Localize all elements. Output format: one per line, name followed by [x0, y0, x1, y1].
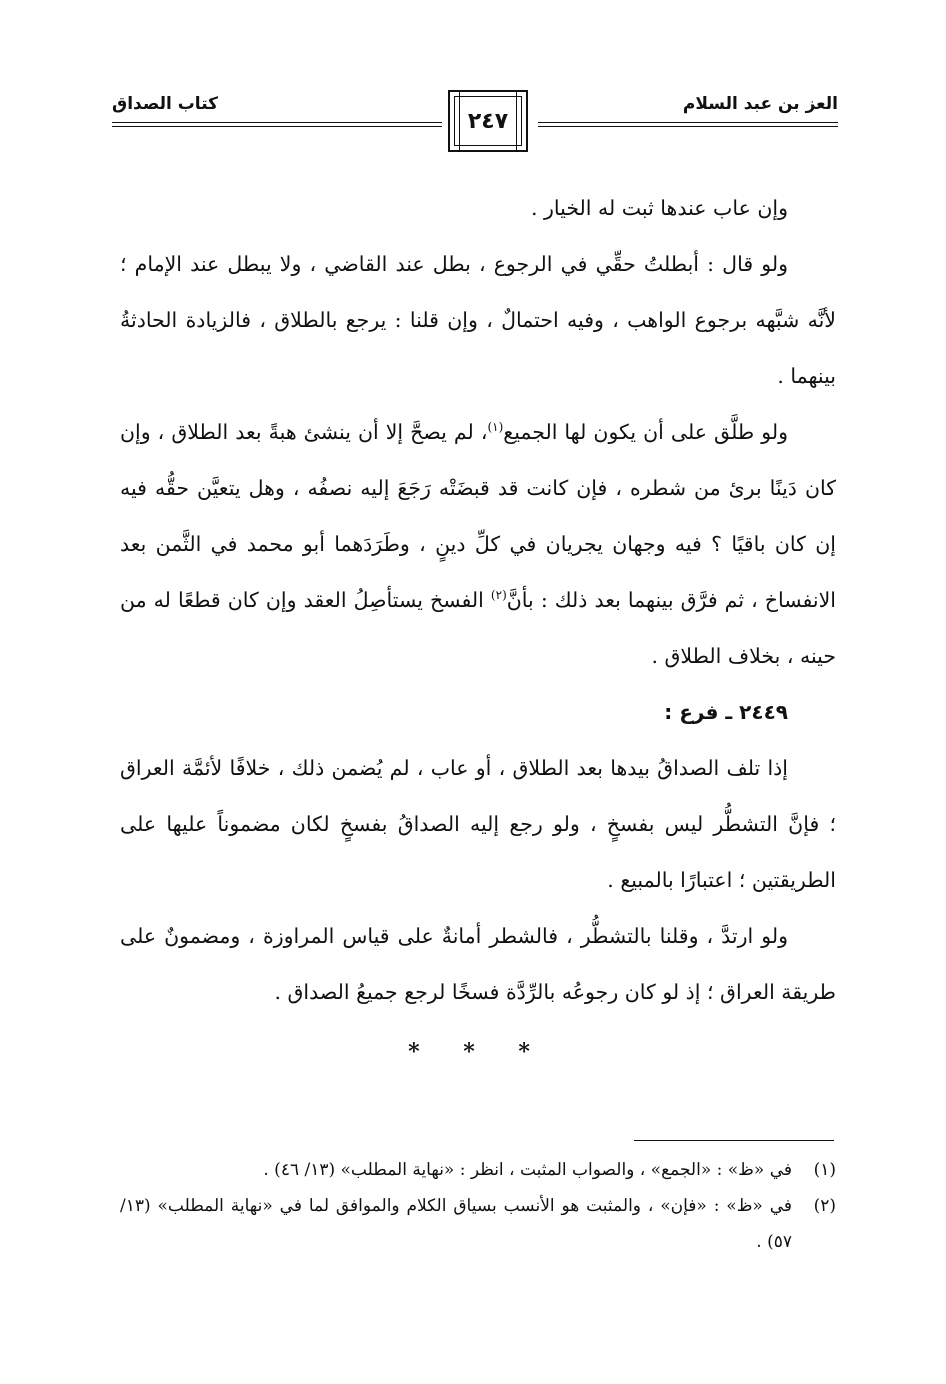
footnote-separator	[634, 1140, 834, 1141]
footnote-text: في «ظ» : «الجمع» ، والصواب المثبت ، انظر : «نهاية المطلب» (١٣/ ٤٦) .	[263, 1160, 792, 1180]
footnote-number: (٢)	[813, 1196, 836, 1216]
section-heading: ٢٤٤٩ ـ فرع :	[664, 700, 788, 724]
page-number: ٢٤٧	[467, 109, 509, 134]
chapter-title: كتاب الصداق	[112, 94, 219, 114]
paragraph-3	[120, 404, 836, 684]
footnote-ref-2: (٢)	[490, 588, 507, 603]
section-divider: * * *	[408, 1039, 548, 1065]
page-number-frame	[448, 90, 528, 152]
paragraph-4: إذا تلف الصداقُ بيدها بعد الطلاق ، أو عاب ، لم يُضمن ذلك ، خلافًا لأئمَّة العراق ؛ فإنَّ التشطُّر ليس بفسخٍ ، ولو رجع إليه الصداقُ بفسخٍ لكان مضموناً عليها على الطريقتين ؛ اعتبارًا بالمبيع .	[120, 756, 836, 892]
footnote-1	[120, 1152, 836, 1188]
paragraph-2: ولو قال : أبطلتُ حقِّي في الرجوع ، بطل عند القاضي ، ولا يبطل عند الإمام ؛ لأنَّه شبَّهه برجوع الواهب ، وفيه احتمالٌ ، وإن قلنا : يرجع بالطلاق ، فالزيادة الحادثةُ بينهما .	[120, 252, 836, 388]
footnotes	[120, 1152, 836, 1260]
page-header	[112, 88, 838, 158]
paragraph-3-start: ولو طلَّق على أن يكون لها الجميع	[503, 420, 788, 444]
footnote-2	[120, 1188, 836, 1260]
footnote-number: (١)	[813, 1160, 836, 1180]
footnote-ref-1: (١)	[487, 420, 504, 435]
paragraph-5: ولو ارتدَّ ، وقلنا بالتشطُّر ، فالشطر أمانةٌ على قياس المراوزة ، ومضمونٌ على طريقة العراق ؛ إذ لو كان رجوعُه بالرِّدَّة فسخًا لرجع جميعُ الصداق .	[120, 924, 836, 1004]
author-title: العز بن عبد السلام	[682, 94, 838, 114]
paragraph-3-end: الفسخ يستأصِلُ العقد وإن كان قطعًا له من حينه ، بخلاف الطلاق .	[120, 588, 836, 668]
paragraph-1: وإن عاب عندها ثبت له الخيار .	[530, 196, 788, 220]
header-rule-right	[538, 122, 838, 127]
footnote-text: في «ظ» : «فإن» ، والمثبت هو الأنسب بسياق الكلام والموافق لما في «نهاية المطلب» (١٣/ ٥٧) .	[120, 1196, 792, 1252]
main-text	[120, 180, 836, 1080]
paragraph-3-middle: ، لم يصحَّ إلا أن ينشئ هبةً بعد الطلاق ، وإن كان دَينًا برئ من شطره ، فإن كانت قد قبضَتْه رَجَعَ إليه نصفُه ، وهل يتعيَّن حقُّه فيه إن كان باقيًا ؟ فيه وجهان يجريان في كلِّ دينٍ ، وطَرَدَهما أبو محمد في الثَّمن بعد الانفساخ ، ثم فرَّق بينهما بعد ذلك : بأنَّ	[120, 420, 836, 612]
header-rule-left	[112, 122, 442, 127]
